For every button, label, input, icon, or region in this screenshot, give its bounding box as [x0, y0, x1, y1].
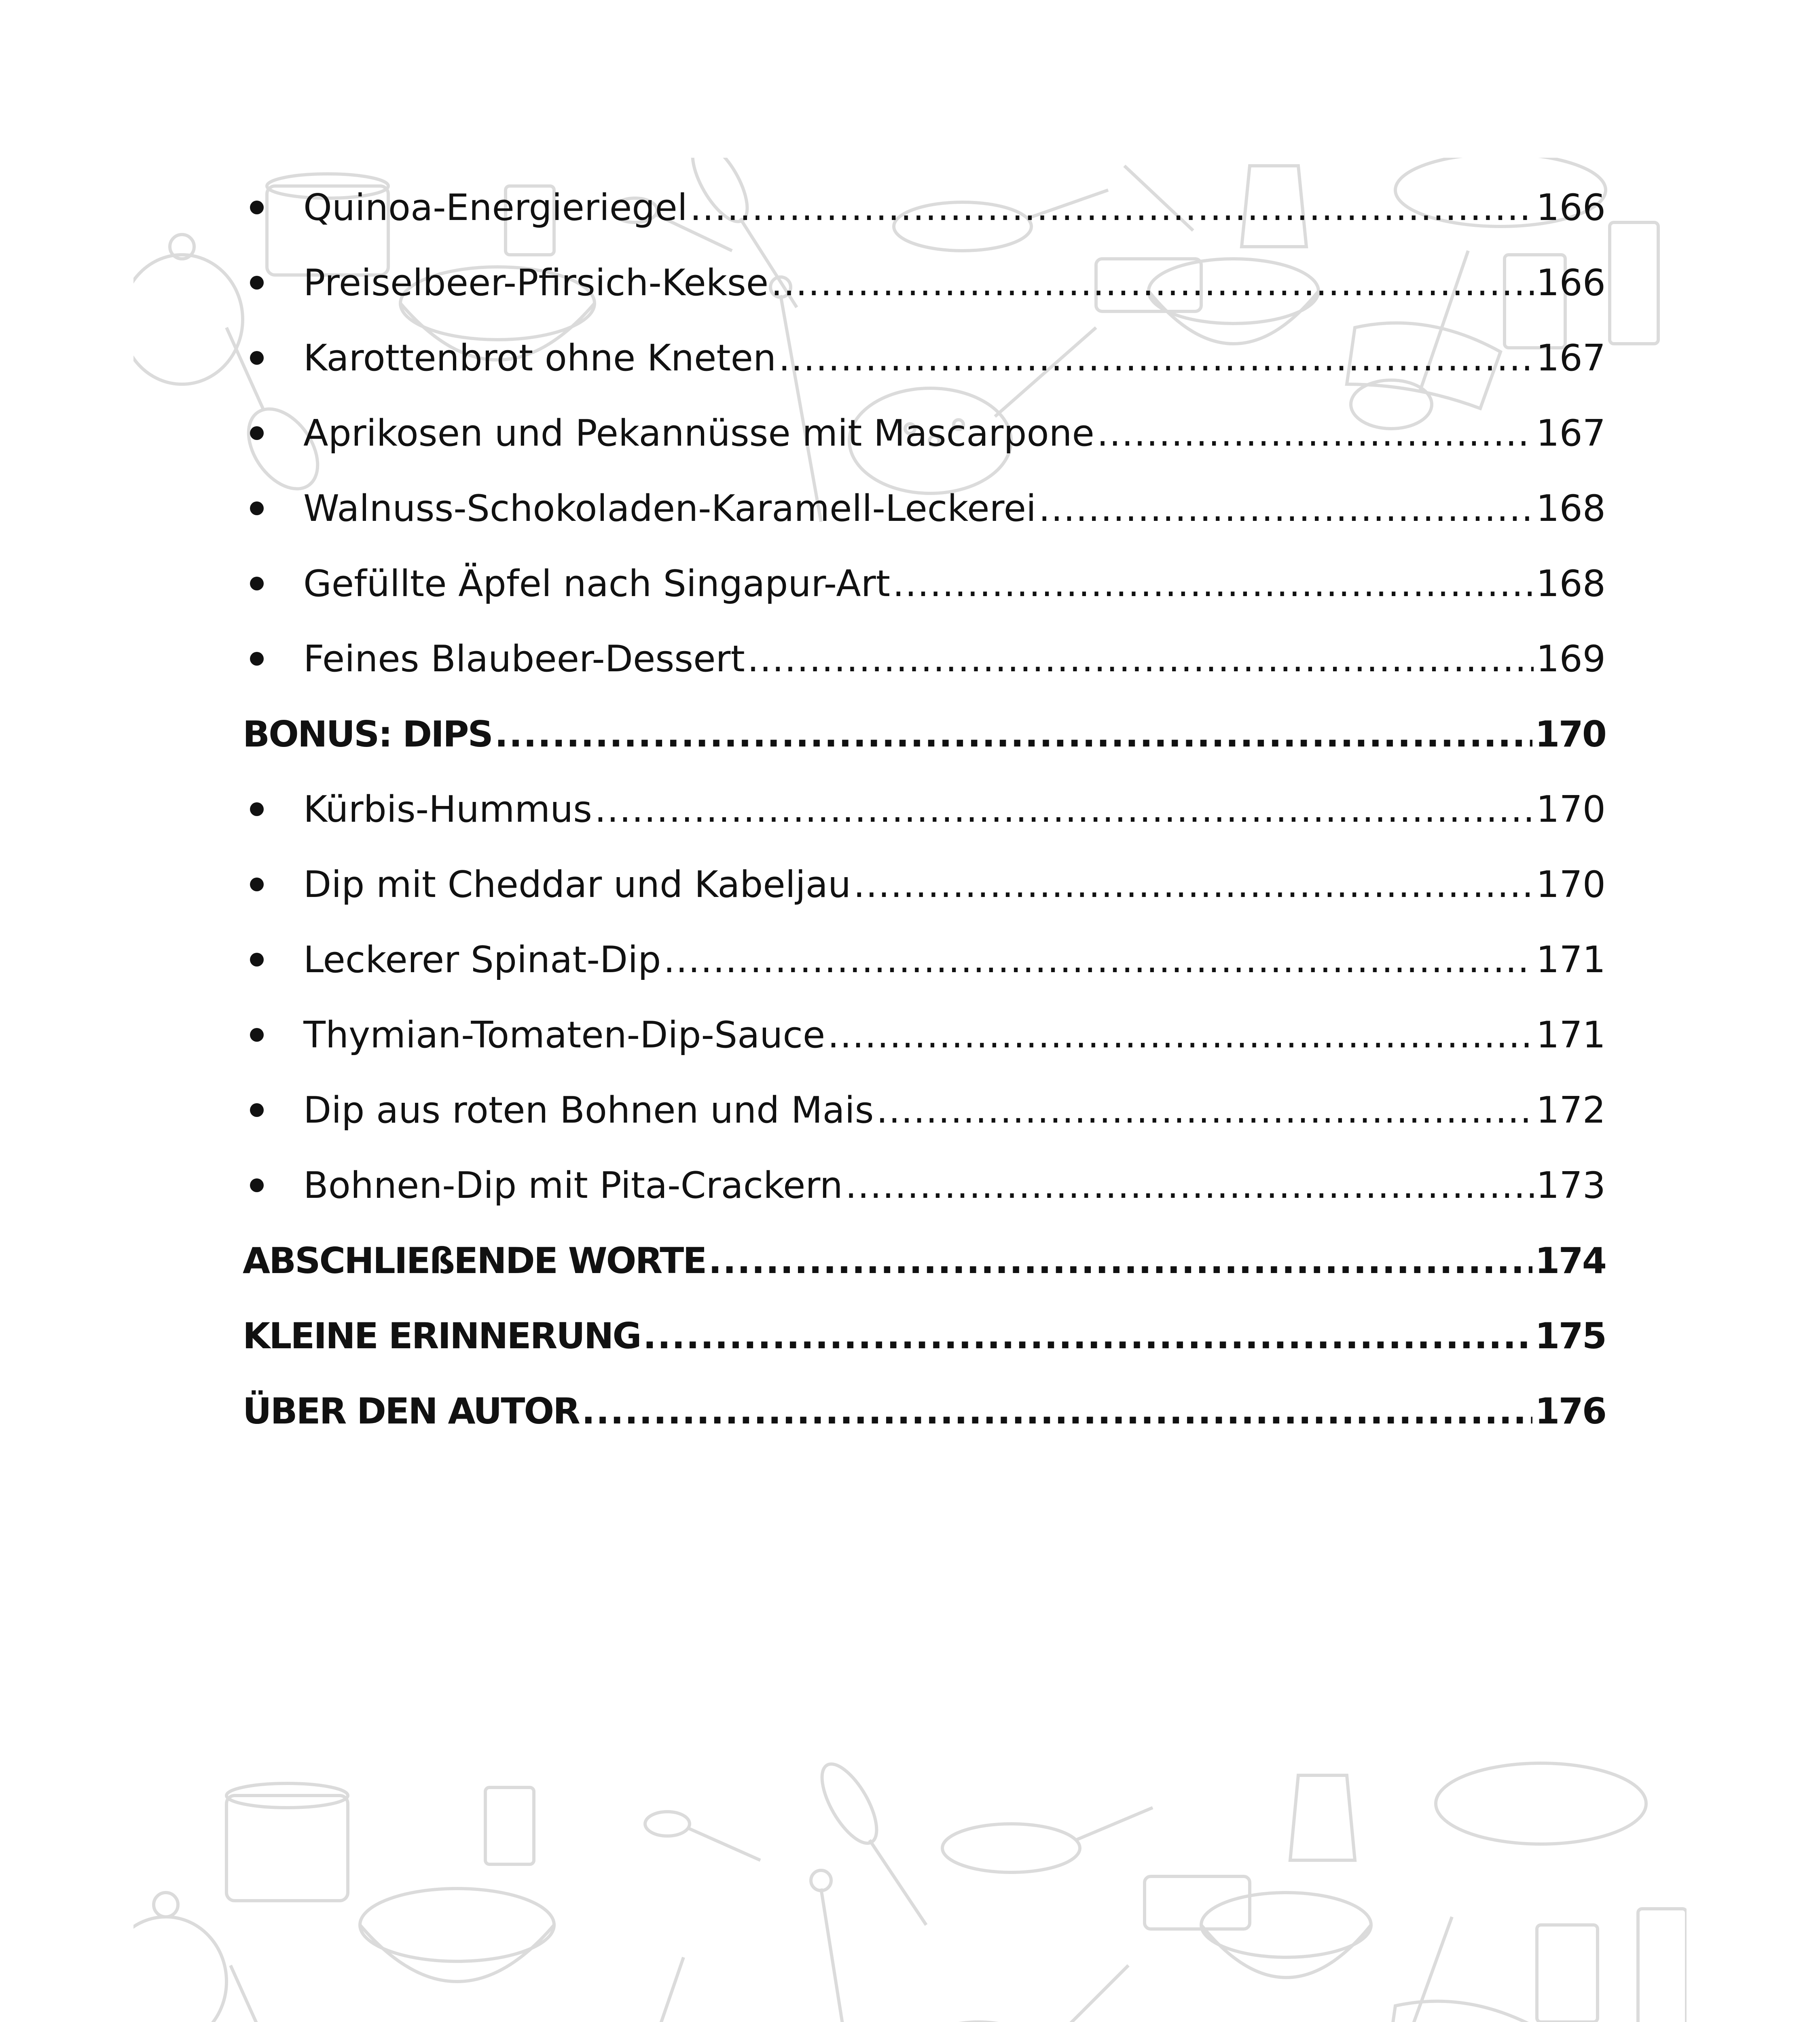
toc-entry-title: Bohnen-Dip mit Pita-Crackern — [303, 1164, 843, 1207]
toc-entry-page: 166 — [1536, 186, 1606, 229]
toc-entry[interactable] — [243, 847, 1606, 922]
toc-entry-page: 171 — [1536, 1013, 1606, 1056]
toc-entry-page: 173 — [1536, 1164, 1606, 1207]
dot-leader — [1097, 412, 1534, 455]
bullet-icon — [250, 351, 264, 365]
toc-entry-page: 170 — [1536, 788, 1606, 831]
toc-section-entry[interactable] — [243, 696, 1606, 772]
dot-leader — [747, 638, 1534, 680]
dot-leader — [690, 186, 1534, 229]
toc-entry-page: 169 — [1536, 637, 1606, 680]
toc-entry[interactable] — [243, 997, 1606, 1072]
bullet-icon — [250, 1028, 264, 1042]
toc-section-page: 176 — [1535, 1390, 1606, 1432]
toc-entry[interactable] — [243, 396, 1606, 471]
dot-leader — [893, 563, 1534, 605]
toc-section-page: 175 — [1535, 1315, 1606, 1357]
dot-leader — [876, 1089, 1534, 1132]
toc-section-entry[interactable] — [243, 1373, 1606, 1449]
toc-section-title: BONUS: DIPS — [243, 713, 492, 755]
toc-entry-page: 167 — [1536, 412, 1606, 455]
toc-entry[interactable] — [243, 471, 1606, 546]
toc-entry-page: 171 — [1536, 938, 1606, 981]
dot-leader — [643, 1315, 1533, 1357]
toc-entry-page: 172 — [1536, 1089, 1606, 1132]
toc-entry-title: Gefüllte Äpfel nach Singapur-Art — [303, 562, 891, 605]
toc-section-title: ÜBER DEN AUTOR — [243, 1390, 579, 1432]
dot-leader — [827, 1014, 1534, 1056]
toc-entry-page: 168 — [1536, 487, 1606, 530]
toc-entry[interactable] — [243, 170, 1606, 245]
toc-entry-title: Quinoa-Energieriegel — [303, 186, 688, 229]
toc-entry-title: Aprikosen und Pekannüsse mit Mascarpone — [303, 412, 1094, 455]
bullet-icon — [250, 577, 264, 590]
bullet-icon — [250, 878, 264, 891]
toc-section-title: KLEINE ERINNERUNG — [243, 1315, 641, 1357]
dot-leader — [582, 1390, 1532, 1432]
dot-leader — [1039, 487, 1534, 530]
toc-entry[interactable] — [243, 245, 1606, 320]
dot-leader — [771, 262, 1534, 304]
toc-entry-title: Dip mit Cheddar und Kabeljau — [303, 863, 851, 906]
bullet-icon — [250, 652, 264, 666]
toc-entry[interactable] — [243, 772, 1606, 847]
bullet-icon — [250, 501, 264, 515]
toc-section-page: 170 — [1535, 713, 1606, 755]
bullet-icon — [250, 802, 264, 816]
dot-leader — [595, 788, 1534, 831]
dot-leader — [663, 939, 1534, 981]
toc-entry[interactable] — [243, 320, 1606, 396]
dot-leader — [845, 1164, 1534, 1207]
dot-leader — [853, 863, 1534, 906]
toc-section-entry[interactable] — [243, 1223, 1606, 1298]
bullet-icon — [250, 1103, 264, 1117]
kitchen-utensils-watermark-bottom — [133, 1755, 1687, 2022]
bullet-icon — [250, 1178, 264, 1192]
bullet-icon — [250, 426, 264, 440]
toc-entry-page: 167 — [1536, 336, 1606, 379]
toc-entry-title: Kürbis-Hummus — [303, 788, 593, 831]
bullet-icon — [250, 953, 264, 967]
bullet-icon — [250, 276, 264, 290]
toc-entry[interactable] — [243, 1148, 1606, 1223]
toc-entry[interactable] — [243, 922, 1606, 997]
toc-entry-page: 166 — [1536, 261, 1606, 304]
toc-entry[interactable] — [243, 1072, 1606, 1148]
dot-leader — [495, 713, 1532, 755]
table-of-contents — [243, 170, 1606, 1449]
kitchen-utensils-icon — [133, 1755, 1687, 2022]
bullet-icon — [250, 201, 264, 214]
toc-section-title: ABSCHLIEßENDE WORTE — [243, 1239, 706, 1282]
toc-entry-title: Leckerer Spinat-Dip — [303, 938, 661, 981]
toc-entry[interactable] — [243, 621, 1606, 696]
toc-section-entry[interactable] — [243, 1298, 1606, 1373]
toc-entry-page: 168 — [1536, 562, 1606, 605]
toc-entry-title: Preiselbeer-Pfirsich-Kekse — [303, 261, 769, 304]
toc-entry[interactable] — [243, 546, 1606, 621]
dot-leader — [708, 1240, 1532, 1282]
toc-entry-title: Karottenbrot ohne Kneten — [303, 336, 777, 379]
toc-entry-title: Dip aus roten Bohnen und Mais — [303, 1089, 874, 1132]
toc-section-page: 174 — [1535, 1239, 1606, 1282]
toc-entry-title: Thymian-Tomaten-Dip-Sauce — [303, 1013, 825, 1056]
toc-entry-title: Walnuss-Schokoladen-Karamell-Leckerei — [303, 487, 1036, 530]
toc-entry-page: 170 — [1536, 863, 1606, 906]
dot-leader — [779, 337, 1534, 379]
toc-entry-title: Feines Blaubeer-Dessert — [303, 637, 745, 680]
